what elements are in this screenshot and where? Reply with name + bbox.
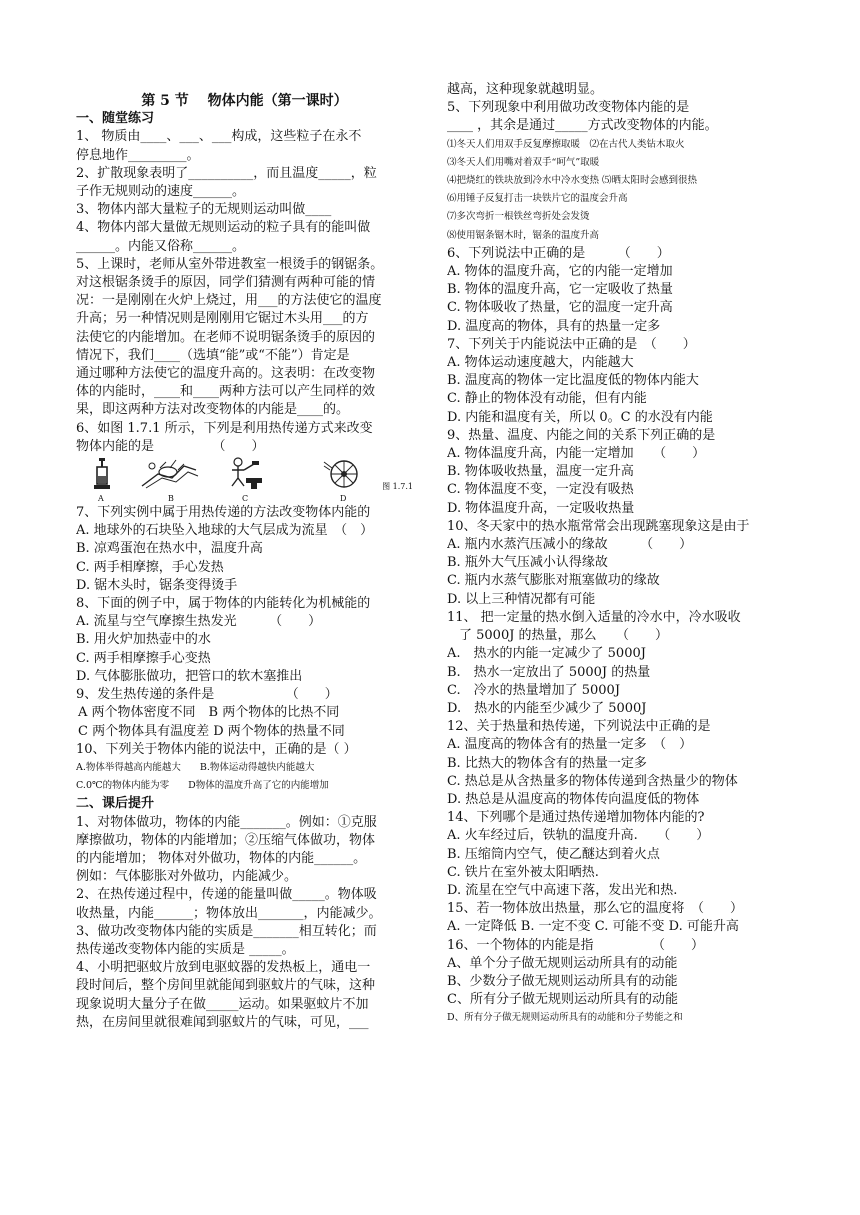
option-line-small: D、所有分子做无规则运动所具有的动能和分子势能之和	[447, 1012, 683, 1024]
figure-caption: 图 1.7.1	[382, 482, 413, 492]
option-line: A 两个物体密度不同 B 两个物体的比热不同	[78, 705, 340, 721]
text-line: 9、热量、温度、内能之间的关系下列正确的是	[447, 427, 716, 443]
left-column	[76, 92, 413, 1032]
text-line: 体的内能时，____和____两种方法可以产生同样的效	[76, 384, 376, 400]
option-line-small: ⑶冬天人们用嘴对着双手“呵气”取暖	[447, 156, 600, 168]
text-line: 况：一是刚刚在火炉上烧过，用___的方法使它的温度	[76, 293, 382, 309]
option-line: C 两个物体具有温度差 D 两个物体的热量不同	[78, 723, 345, 739]
option-line-small: ⑻使用锯条锯木时，锯条的温度升高	[447, 229, 600, 241]
rubbing-hands-icon	[138, 456, 202, 492]
text-line: 6、如图 1.7.1 所示，下列是利用热传递方式来改变	[76, 420, 373, 436]
text-line: A. 温度高的物体含有的热量一定多 （ ）	[447, 737, 693, 753]
text-line: 3、做功改变物体内能的实质是_______相互转化；而	[76, 923, 377, 939]
text-line: C. 冷水的热量增加了 5000J	[447, 682, 621, 698]
text-line: 1、 物质由____、___、___构成，这些粒子在永不	[76, 129, 362, 145]
text-line: B. 用火炉加热壶中的水	[76, 632, 211, 648]
text-line: 10、下列关于物体内能的说法中，正确的是（ ）	[76, 741, 357, 757]
text-line: 11、 把一定量的热水倒入适量的冷水中，冷水吸收	[447, 609, 741, 625]
text-line: B、少数分子做无规则运动所具有的动能	[447, 973, 678, 989]
text-line: A. 地球外的石块坠入地球的大气层成为流星 （ ）	[76, 523, 374, 539]
text-line: B. 热水一定放出了 5000J 的热量	[447, 664, 651, 680]
text-line: 摩擦做功，物体的内能增加；②压缩气体做功，物体	[76, 832, 376, 848]
text-line: 了 5000J 的热量，那么 （ ）	[459, 628, 669, 644]
text-line: A. 火车经过后，铁轨的温度升高. （ ）	[447, 828, 710, 844]
text-line: D. 锯木头时，锯条变得烫手	[76, 577, 238, 593]
text-line: 现象说明大量分子在做_____运动。如果驱蚊片不加	[76, 996, 369, 1012]
text-line: 7、下列实例中属于用热传递的方法改变物体内能的	[76, 505, 371, 521]
text-line: A. 物体的温度升高，它的内能一定增加	[447, 264, 673, 280]
text-line: C、所有分子做无规则运动所具有的动能	[447, 992, 678, 1008]
text-line: C. 热总是从含热量多的物体传递到含热量少的物体	[447, 773, 738, 789]
text-line: 5、下列现象中利用做功改变物体内能的是	[447, 100, 690, 116]
text-line: 通过哪种方法使它的温度升高的。这表明：在改变物	[76, 366, 376, 382]
text-line: 收热量，内能______；物体放出_______，内能减少。	[76, 905, 382, 921]
text-line: D. 温度高的物体，具有的热量一定多	[447, 318, 661, 334]
figure-label-a: A	[98, 494, 104, 504]
option-line-small: ⑹用锤子反复打击一块铁片它的温度会升高	[447, 193, 628, 205]
text-line: 法使它的内能增加。在老师不说明锯条烫手的原因的	[76, 329, 376, 345]
text-line: D. 热总是从温度高的物体传向温度低的物体	[447, 791, 700, 807]
text-line: 4、小明把驱蚊片放到电驱蚊器的发热板上，通电一	[76, 960, 371, 976]
text-line: D. 内能和温度有关，所以 0。C 的水没有内能	[447, 409, 713, 425]
text-line: 升高；另一种情况则是刚刚用它锯过木头用___的方	[76, 311, 369, 327]
text-line: 热，在房间里就很难闻到驱蚊片的气味，可见，___	[76, 1014, 369, 1030]
text-line: A. 流星与空气摩擦生热发光 （ ）	[76, 614, 322, 630]
text-line: C. 铁片在室外被太阳晒热.	[447, 864, 599, 880]
text-line: 对这根锯条烫手的原因，同学们猜测有两种可能的情	[76, 275, 376, 291]
text-line: D. 流星在空气中高速下落，发出光和热.	[447, 882, 678, 898]
text-line: 7、下列关于内能说法中正确的是 （ ）	[447, 336, 696, 352]
text-line: D. 热水的内能至少减少了 5000J	[447, 700, 647, 716]
text-line: 子作无规则动的速度______。	[76, 184, 246, 200]
text-line: 段时间后，整个房间里就能闻到驱蚊片的气味，这种	[76, 978, 376, 994]
page-title: 第 5 节 物体内能（第一课时）	[141, 93, 348, 109]
text-line: B. 比热大的物体含有的热量一定多	[447, 755, 647, 771]
text-line: C. 物体吸收了热量，它的温度一定升高	[447, 300, 673, 316]
text-line: 情况下，我们____（选填“能”或“不能”）肯定是	[76, 347, 350, 363]
text-line: 9、发生热传递的条件是 （ ）	[76, 687, 338, 703]
text-line: B. 凉鸡蛋泡在热水中，温度升高	[76, 541, 263, 557]
text-line: A. 瓶内水蒸汽压减小的缘故 （ ）	[447, 537, 693, 553]
text-line: A. 物体运动速度越大，内能越大	[447, 355, 634, 371]
text-line: 12、关于热量和热传递，下列说法中正确的是	[447, 719, 711, 735]
text-line: 物体内能的是 （ ）	[76, 438, 265, 454]
text-line: D. 物体温度升高，一定吸收热量	[447, 500, 635, 516]
text-line: 10、冬天家中的热水瓶常常会出现跳塞现象这是由于	[447, 518, 750, 534]
section-heading-after-class: 二、课后提升	[76, 796, 155, 812]
text-line: 5、上课时，老师从室外带进教室一根烫手的钢锯条。	[76, 256, 384, 272]
text-line: B. 温度高的物体一定比温度低的物体内能大	[447, 373, 699, 389]
text-line: D. 以上三种情况都有可能	[447, 591, 596, 607]
text-line: 8、下面的例子中，属于物体的内能转化为机械能的	[76, 596, 371, 612]
text-line: B. 物体的温度升高，它一定吸收了热量	[447, 282, 673, 298]
text-line: B. 物体吸收热量，温度一定升高	[447, 464, 634, 480]
right-column	[447, 81, 787, 1028]
option-line-small: A.物体举得越高内能越大 B.物体运动得越快内能越大	[76, 761, 315, 773]
text-line: A、单个分子做无规则运动所具有的动能	[447, 955, 678, 971]
hammer-anvil-icon	[222, 456, 266, 492]
text-line: 16、一个物体的内能是指 （ ）	[447, 937, 705, 953]
figure-1-7-1	[76, 456, 413, 504]
text-line: 3、物体内部大量粒子的无规则运动叫做____	[76, 202, 332, 218]
text-line: 热传递改变物体内能的实质是 _____。	[76, 941, 295, 957]
text-line: 6、下列说法中正确的是 （ ）	[447, 245, 670, 261]
option-line-small: ⑴冬天人们用双手反复摩擦取暖 ⑵在古代人类钻木取火	[447, 138, 685, 150]
pump-cylinder-icon	[90, 456, 114, 492]
option-line-small: C.0℃的物体内能为零 D物体的温度升高了它的内能增加	[76, 780, 329, 792]
text-line: A. 物体温度升高，内能一定增加 （ ）	[447, 446, 706, 462]
text-line: C. 两手相摩擦，手心发热	[76, 559, 224, 575]
rolling-wheel-icon	[322, 456, 366, 492]
text-line: 停息地作_________。	[76, 147, 200, 163]
text-line: B. 压缩筒内空气，使乙醚达到着火点	[447, 846, 660, 862]
text-line: ____ ，其余是通过_____方式改变物体的内能。	[447, 118, 718, 134]
text-line: A. 一定降低 B. 一定不变 C. 可能不变 D. 可能升高	[447, 919, 739, 935]
text-line: 越高，这种现象就越明显。	[447, 82, 604, 97]
text-line: 4、物体内部大量做无规则运动的粒子具有的能叫做	[76, 220, 371, 236]
section-heading-practice: 一、随堂练习	[76, 111, 155, 127]
figure-label-c: C	[242, 494, 249, 504]
figure-label-b: B	[168, 494, 174, 504]
option-line-small: ⑺多次弯折一根铁丝弯折处会发烫	[447, 211, 590, 223]
text-line: 的内能增加； 物体对外做功，物体的内能______。	[76, 850, 367, 866]
text-line: 1、对物体做功，物体的内能_______。例如：①克服	[76, 814, 377, 830]
figure-label-d: D	[340, 494, 347, 504]
text-line: ______。内能又俗称______。	[76, 238, 246, 254]
text-line: C. 瓶内水蒸气膨胀对瓶塞做功的缘故	[447, 573, 660, 589]
option-line-small: ⑷把烧红的铁块放到冷水中冷水变热 ⑸晒太阳时会感到很热	[447, 175, 698, 187]
text-line: 14、下列哪个是通过热传递增加物体内能的?	[447, 810, 705, 826]
text-line: C. 静止的物体没有动能，但有内能	[447, 391, 647, 407]
text-line: C. 两手相摩擦手心变热	[76, 650, 211, 666]
text-line: A. 热水的内能一定减少了 5000J	[447, 646, 646, 662]
text-line: 15、若一物体放出热量，那么它的温度将 （ ）	[447, 901, 744, 917]
text-line: B. 瓶外大气压减小认得缘故	[447, 555, 608, 571]
text-line: 例如：气体膨胀对外做功，内能减少。	[76, 869, 298, 885]
text-line: C. 物体温度不变，一定没有吸热	[447, 482, 634, 498]
text-line: 2、扩散现象表明了__________，而且温度_____，粒	[76, 165, 377, 181]
text-line: 果，即这两种方法对改变物体的内能是____的。	[76, 402, 350, 418]
text-line: D. 气体膨胀做功，把管口的软木塞推出	[76, 668, 303, 684]
text-line: 2、在热传递过程中，传递的能量叫做_____。物体吸	[76, 887, 377, 903]
